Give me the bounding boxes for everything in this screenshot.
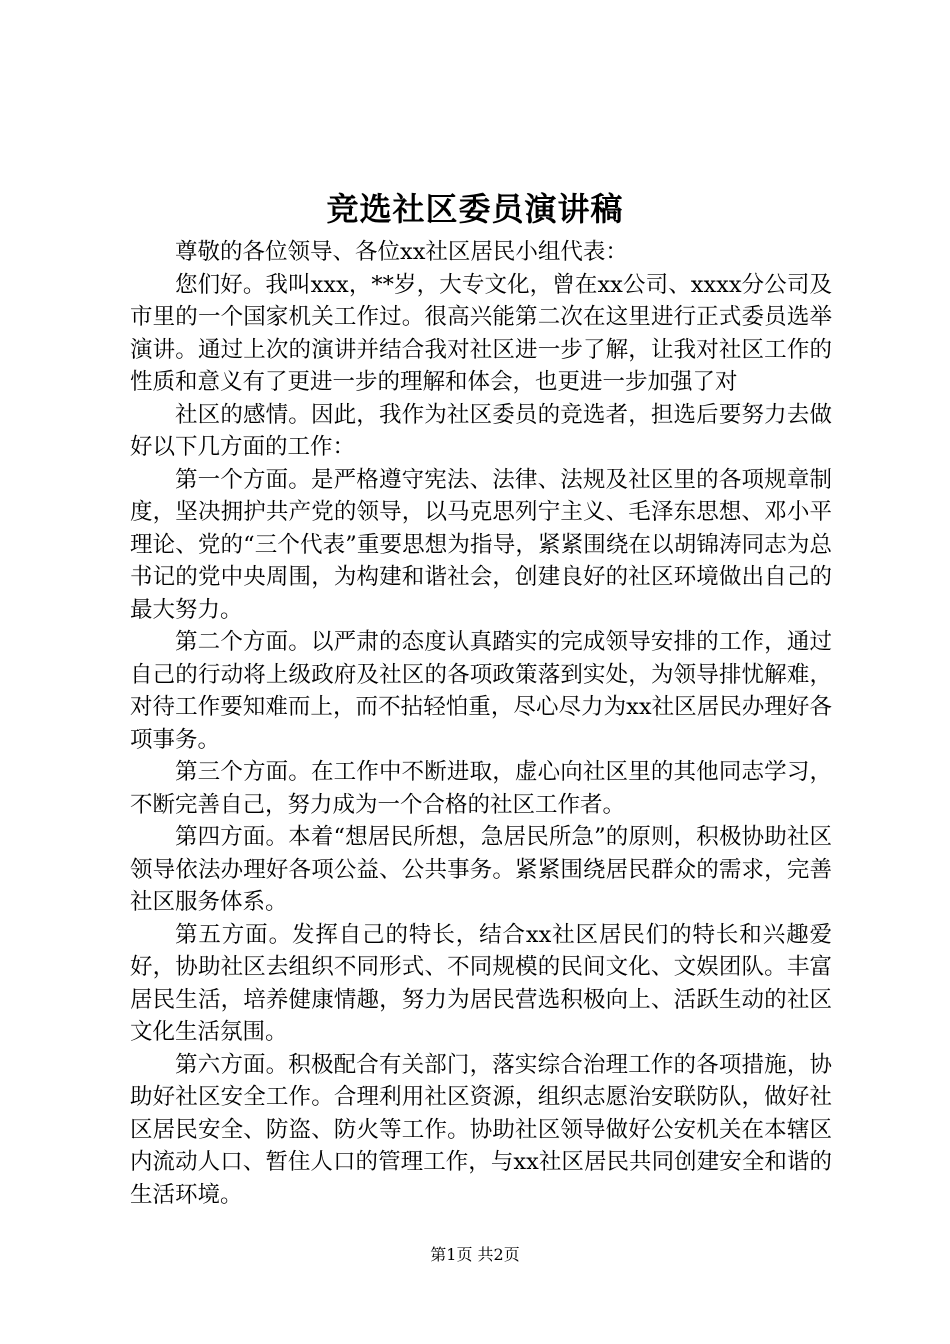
paragraph-point-2: 第二个方面。以严肃的态度认真踏实的完成领导安排的工作，通过自己的行动将上级政府及社区的各项政策落到实处，为领导排忧解难，对待工作要知难而上，而不拈轻怕重，尽心尽力为xx社区居民办理好各项事务。: [130, 629, 832, 753]
paragraph-point-3: 第三个方面。在工作中不断进取，虚心向社区里的其他同志学习，不断完善自己，努力成为一个合格的社区工作者。: [130, 759, 832, 818]
paragraph-point-5: 第五方面。发挥自己的特长，结合xx社区居民们的特长和兴趣爱好，协助社区去组织不同形式、不同规模的民间文化、文娱团队。丰富居民生活，培养健康情趣，努力为居民营选积极向上、活跃生动的社区文化生活氛围。: [130, 921, 832, 1045]
paragraph-point-1: 第一个方面。是严格遵守宪法、法律、法规及社区里的各项规章制度，坚决拥护共产党的领导，以马克思列宁主义、毛泽东思想、邓小平理论、党的“三个代表”重要思想为指导，紧紧围绕在以胡锦涛同志为总书记的党中央周围，为构建和谐社会，创建良好的社区环境做出自己的最大努力。: [130, 466, 832, 623]
document-title: 竞选社区委员演讲稿: [326, 190, 624, 228]
paragraph-point-4: 第四方面。本着“想居民所想，急居民所急”的原则，积极协助社区领导依法办理好各项公益、公共事务。紧紧围绕居民群众的需求，完善社区服务体系。: [130, 824, 832, 915]
paragraph-salutation: 尊敬的各位领导、各位xx社区居民小组代表：: [175, 239, 628, 265]
page-number-footer: 第1页 共2页: [430, 1245, 520, 1264]
paragraph-introduction: 您们好。我叫xxx，**岁，大专文化，曾在xx公司、xxxx分公司及市里的一个国家机关工作过。很高兴能第二次在这里进行正式委员选举演讲。通过上次的演讲并结合我对社区进一步了解，让我对社区工作的性质和意义有了更进一步的理解和体会，也更进一步加强了对: [130, 271, 832, 395]
paragraph-point-6: 第六方面。积极配合有关部门，落实综合治理工作的各项措施，协助好社区安全工作。合理利用社区资源，组织志愿治安联防队，做好社区居民安全、防盗、防火等工作。协助社区领导做好公安机关在本辖区内流动人口、暂住人口的管理工作，与xx社区居民共同创建安全和谐的生活环境。: [130, 1051, 832, 1208]
paragraph-transition: 社区的感情。因此，我作为社区委员的竞选者，担选后要努力去做好以下几方面的工作：: [130, 401, 832, 460]
document-body: [130, 236, 832, 1211]
